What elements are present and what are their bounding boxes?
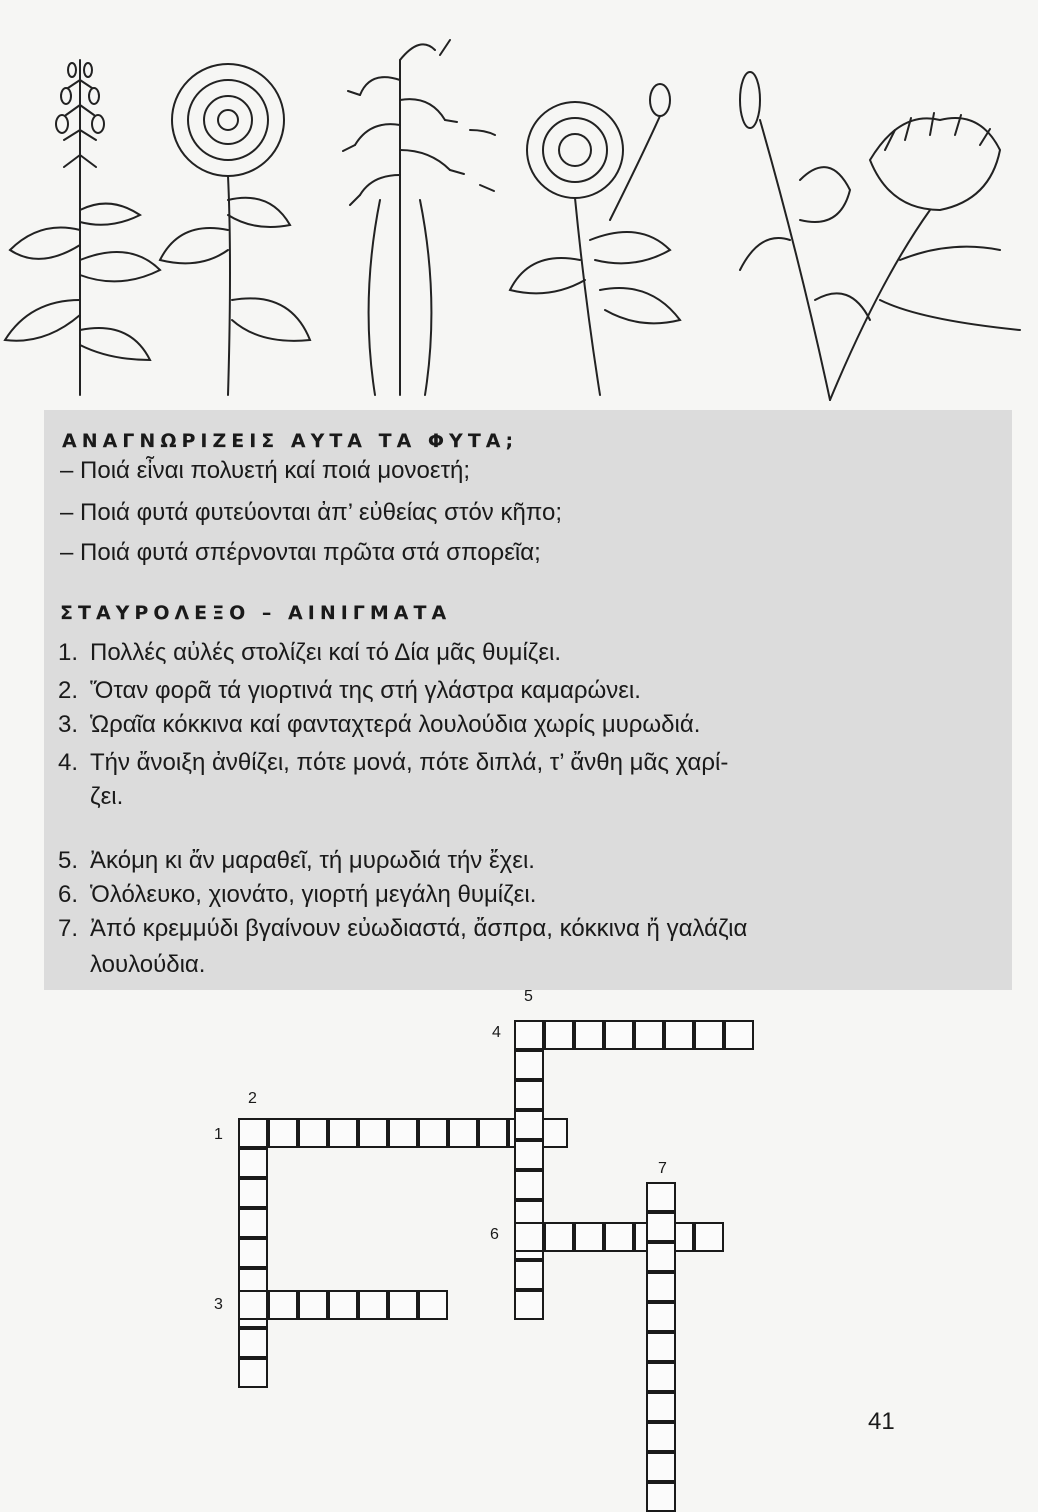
page-number: 41	[868, 1408, 895, 1435]
crossword-cell[interactable]	[646, 1302, 676, 1332]
crossword-cell[interactable]	[478, 1118, 508, 1148]
crossword-cell[interactable]	[418, 1118, 448, 1148]
clue-number: 2.	[58, 677, 79, 704]
crossword-number-7: 7	[658, 1160, 667, 1177]
crossword-cell[interactable]	[514, 1080, 544, 1110]
clue-4	[58, 748, 728, 778]
crossword-cell[interactable]	[328, 1290, 358, 1320]
clue-text: Πολλές αὐλές στολίζει καί τό Δία μᾶς θυμίζει.	[90, 639, 562, 666]
clue-7-continuation: λουλούδια.	[90, 951, 206, 978]
crossword-cell[interactable]	[544, 1020, 574, 1050]
crossword-number-3: 3	[214, 1296, 223, 1313]
crossword-cell[interactable]	[298, 1118, 328, 1148]
crossword-cell[interactable]	[634, 1020, 664, 1050]
crossword-cell[interactable]	[238, 1328, 268, 1358]
crossword-cell[interactable]	[268, 1118, 298, 1148]
crossword-cell[interactable]	[448, 1118, 478, 1148]
crossword-number-2: 2	[248, 1090, 257, 1107]
crossword-cell[interactable]	[268, 1290, 298, 1320]
marigold-icon	[160, 64, 310, 395]
crossword-cell[interactable]	[358, 1290, 388, 1320]
plants-illustration	[0, 0, 1038, 410]
clue-number: 7.	[58, 915, 79, 942]
carnation-icon	[830, 113, 1020, 400]
clue-3	[58, 710, 700, 740]
crossword-cell[interactable]	[514, 1290, 544, 1320]
clue-text: Τήν ἄνοιξη ἀνθίζει, πότε μονά, πότε διπλά, τ’ ἄνθη μᾶς χαρί-	[90, 749, 729, 776]
crossword-cell[interactable]	[646, 1332, 676, 1362]
crossword-cell[interactable]	[544, 1222, 574, 1252]
crossword-cell[interactable]	[694, 1222, 724, 1252]
crossword-cell[interactable]	[298, 1290, 328, 1320]
clue-text: Ὡραῖα κόκκινα καί φανταχτερά λουλούδια χωρίς μυρωδιά.	[90, 711, 701, 738]
crossword-cell[interactable]	[514, 1222, 544, 1252]
crossword-cell[interactable]	[664, 1020, 694, 1050]
clue-6	[58, 880, 536, 910]
crossword-number-4: 4	[492, 1024, 501, 1041]
clue-text: Ἀκόμη κι ἄν μαραθεῖ, τή μυρωδιά τήν ἔχει.	[90, 847, 535, 874]
crossword-number-1: 1	[214, 1126, 223, 1143]
crossword-cell[interactable]	[574, 1020, 604, 1050]
crossword-cell[interactable]	[646, 1482, 676, 1512]
clue-2	[58, 676, 641, 706]
crossword-cell[interactable]	[604, 1222, 634, 1252]
question-1: – Ποιά εἶναι πολυετή καί ποιά μονοετή;	[60, 457, 471, 484]
clue-text: Ὁλόλευκο, χιονάτο, γιορτή μεγάλη θυμίζει.	[90, 881, 537, 908]
crossword-cell[interactable]	[388, 1290, 418, 1320]
clue-number: 4.	[58, 749, 79, 776]
crossword-cell[interactable]	[238, 1238, 268, 1268]
crossword-cell[interactable]	[388, 1118, 418, 1148]
crossword-cell[interactable]	[418, 1290, 448, 1320]
clue-4-continuation: ζει.	[90, 783, 124, 810]
crossword-cell[interactable]	[646, 1212, 676, 1242]
clue-number: 6.	[58, 881, 79, 908]
question-2: – Ποιά φυτά φυτεύονται ἀπ’ εὐθείας στόν κῆπο;	[60, 499, 563, 526]
crossword-cell[interactable]	[514, 1170, 544, 1200]
crossword-cell[interactable]	[514, 1020, 544, 1050]
clue-number: 1.	[58, 639, 79, 666]
hyacinth-icon	[343, 40, 495, 395]
crossword-number-6: 6	[490, 1226, 499, 1243]
clue-number: 3.	[58, 711, 79, 738]
crossword-cell[interactable]	[514, 1140, 544, 1170]
crossword-number-5: 5	[524, 988, 533, 1005]
clue-7	[58, 914, 747, 944]
crossword-cell[interactable]	[514, 1050, 544, 1080]
clue-text: Ἀπό κρεμμύδι βγαίνουν εὐωδιαστά, ἄσπρα, κόκκινα ἤ γαλάζια	[90, 915, 748, 942]
crossword-cell[interactable]	[646, 1242, 676, 1272]
crossword-cell[interactable]	[646, 1422, 676, 1452]
crossword-cell[interactable]	[646, 1452, 676, 1482]
clue-1	[58, 638, 561, 668]
crossword-cell[interactable]	[574, 1222, 604, 1252]
crossword-cell[interactable]	[514, 1260, 544, 1290]
crossword-cell[interactable]	[358, 1118, 388, 1148]
crossword-cell[interactable]	[604, 1020, 634, 1050]
clue-text: Ὅταν φορᾶ τά γιορτινά της στή γλάστρα καμαρώνει.	[90, 677, 641, 704]
crossword-cell[interactable]	[238, 1290, 268, 1320]
crossword-cell[interactable]	[238, 1178, 268, 1208]
section2-heading: ΣΤΑΥΡΟΛΕΞΟ – ΑΙΝΙΓΜΑΤΑ	[60, 602, 452, 624]
crossword-cell[interactable]	[238, 1118, 268, 1148]
clue-5	[58, 846, 535, 876]
section1-heading: ΑΝΑΓΝΩΡΙΖΕΙΣ ΑΥΤΑ ΤΑ ΦΥΤΑ;	[62, 430, 519, 452]
crossword-cell[interactable]	[646, 1392, 676, 1422]
crossword-cell[interactable]	[238, 1208, 268, 1238]
crossword-cell[interactable]	[724, 1020, 754, 1050]
crossword-cell[interactable]	[238, 1148, 268, 1178]
crossword-cell[interactable]	[514, 1110, 544, 1140]
question-3: – Ποιά φυτά σπέρνονται πρῶτα στά σπορεῖα;	[60, 539, 541, 566]
crossword-cell[interactable]	[694, 1020, 724, 1050]
basil-icon	[5, 60, 160, 395]
crossword-cell[interactable]	[238, 1358, 268, 1388]
clue-number: 5.	[58, 847, 79, 874]
crossword-cell[interactable]	[646, 1182, 676, 1212]
rose-icon	[510, 84, 680, 395]
crossword-cell[interactable]	[646, 1362, 676, 1392]
crossword-cell[interactable]	[646, 1272, 676, 1302]
crossword-cell[interactable]	[328, 1118, 358, 1148]
